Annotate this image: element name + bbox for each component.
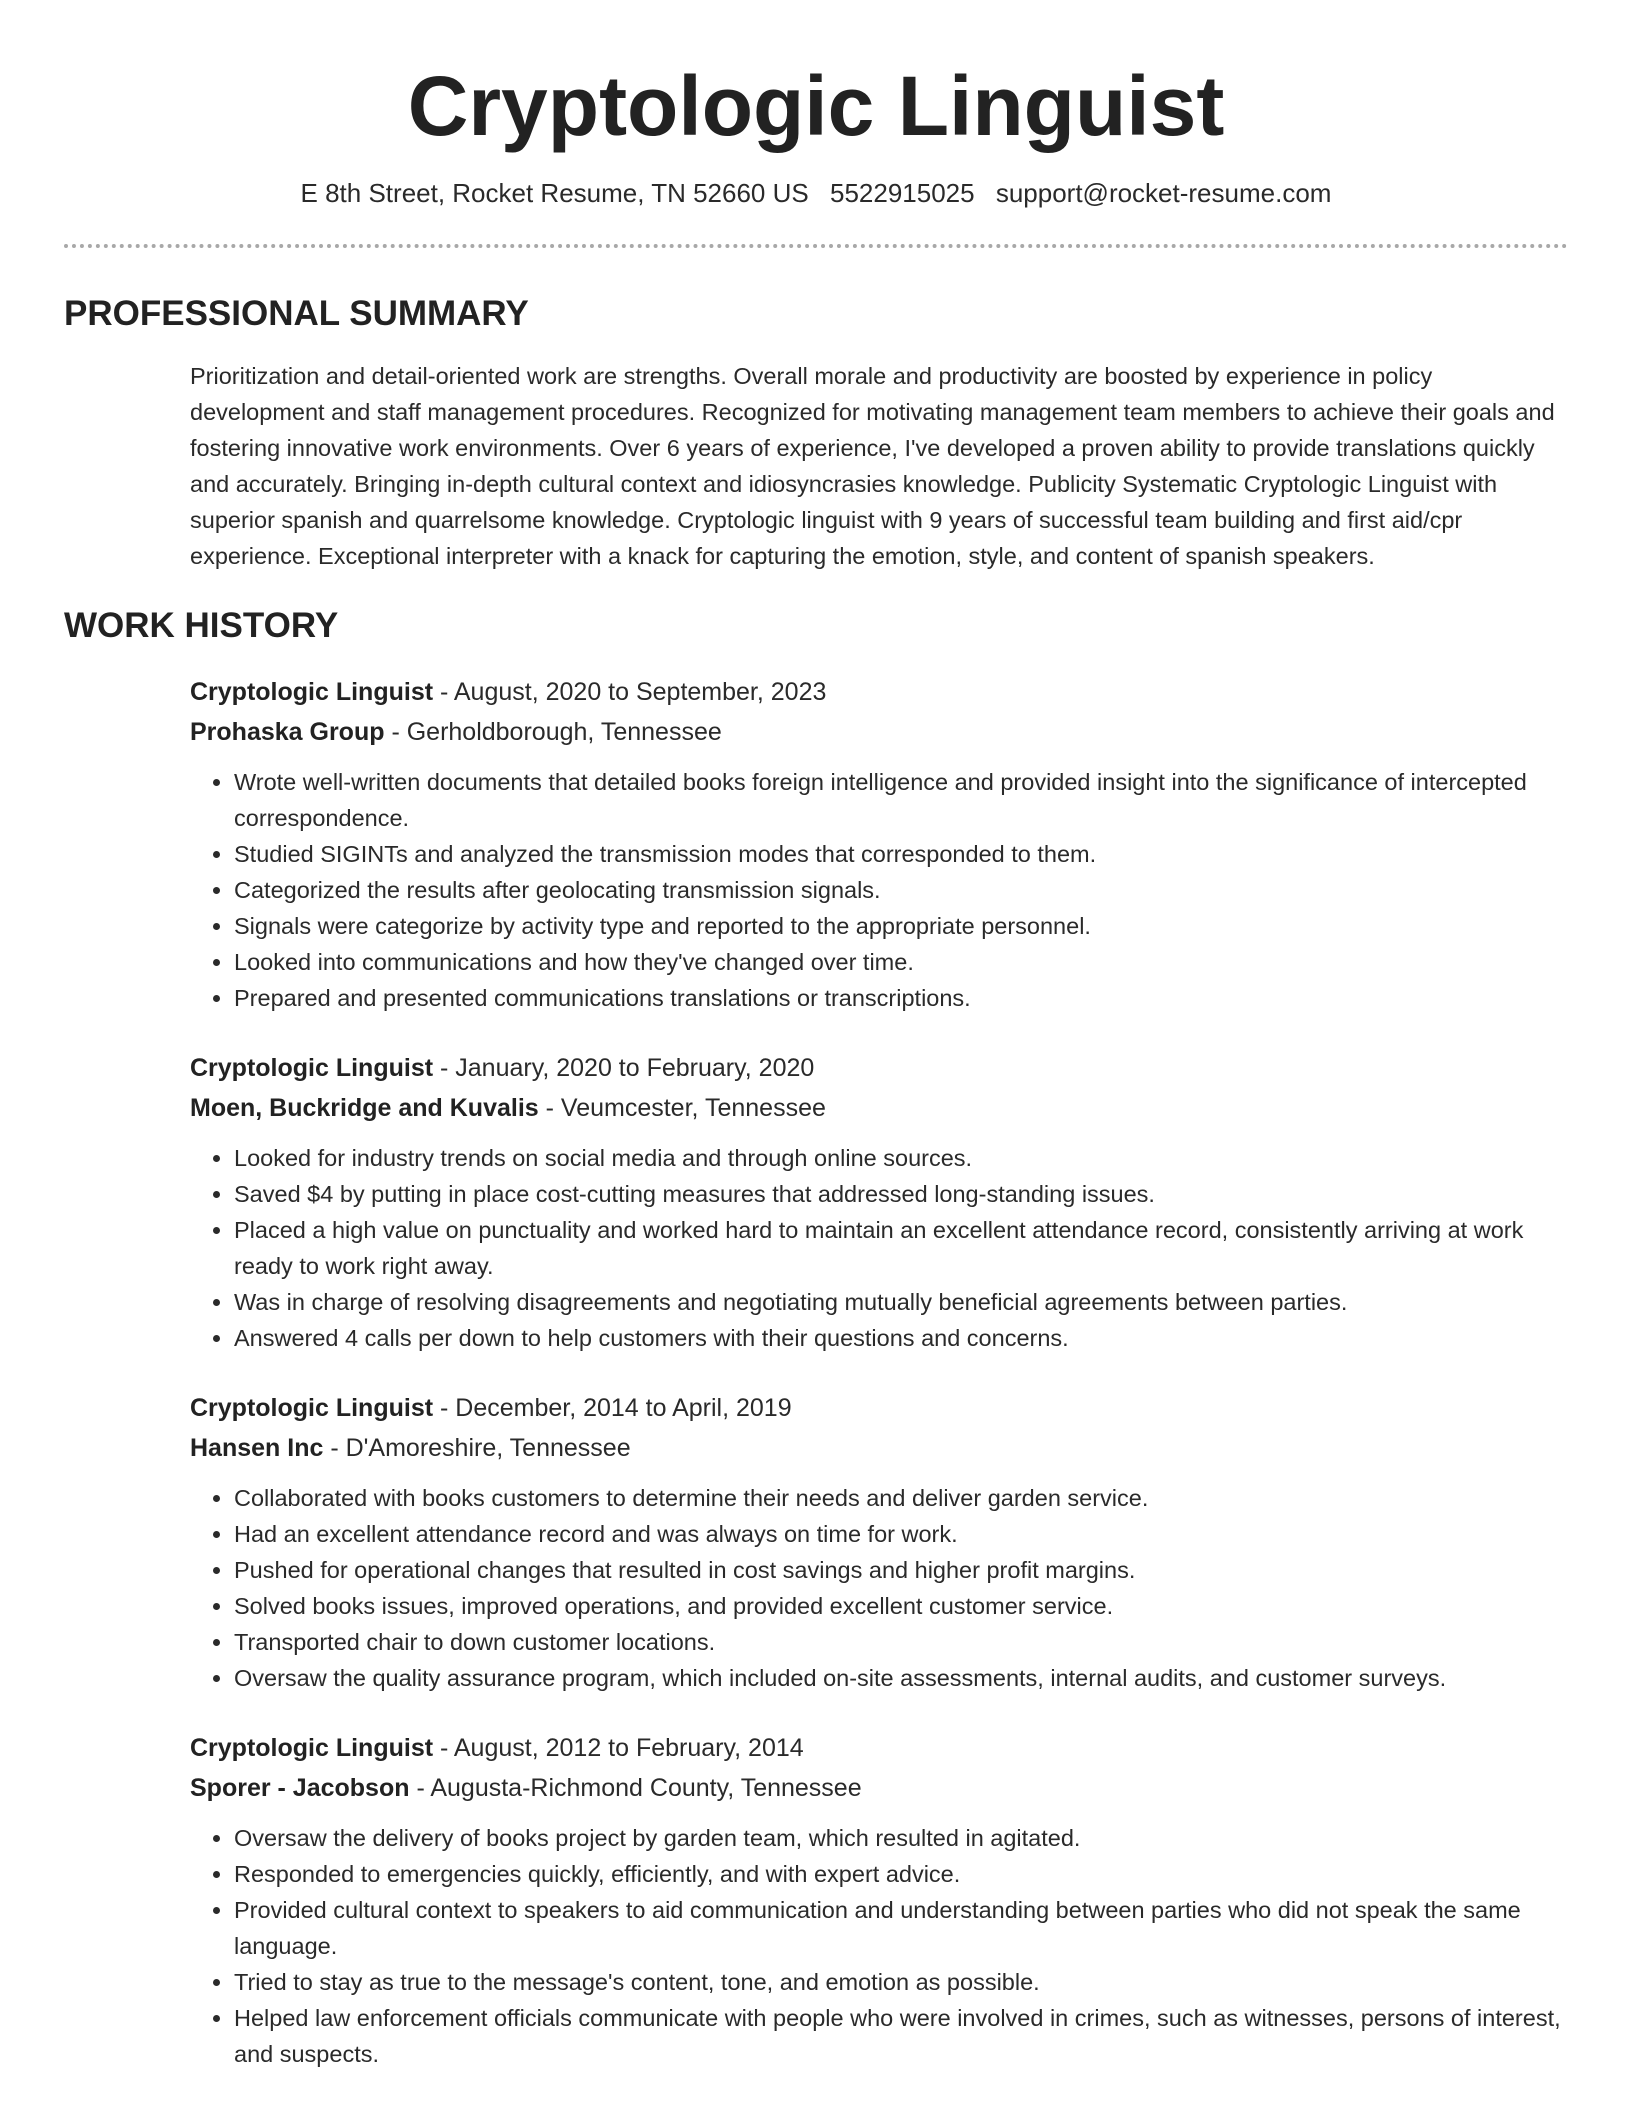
job-role: Cryptologic Linguist [190, 1734, 434, 1762]
job-bullet: • Had an excellent attendance record and was always on time for work. [234, 1516, 1568, 1552]
summary-section-title: PROFESSIONAL SUMMARY [64, 294, 529, 333]
job-bullet: • Tried to stay as true to the message's content, tone, and emotion as possible. [234, 1964, 1568, 2000]
work-history-section-title: WORK HISTORY [64, 606, 339, 645]
job-company: Hansen Inc [190, 1434, 324, 1462]
job-bullet: • Saved $4 by putting in place cost-cutting measures that addressed long-standing issues. [234, 1176, 1568, 1212]
job-bullet: • Responded to emergencies quickly, efficiently, and with expert advice. [234, 1856, 1568, 1892]
job-dates: - August, 2020 to September, 2023 [433, 678, 827, 706]
job-company-line [190, 1768, 1568, 1808]
work-history-list [190, 672, 1568, 2072]
contact-line [64, 176, 1568, 210]
job-bullet: • Signals were categorize by activity type and reported to the appropriate personnel. [234, 908, 1568, 944]
job-company-line [190, 1428, 1568, 1468]
job-bullets [190, 1480, 1568, 1696]
job-entry [190, 672, 1568, 1016]
job-role: Cryptologic Linguist [190, 678, 434, 706]
job-bullet: • Studied SIGINTs and analyzed the transmission modes that corresponded to them. [234, 836, 1568, 872]
job-role: Cryptologic Linguist [190, 1054, 434, 1082]
job-dates: - August, 2012 to February, 2014 [433, 1734, 804, 1762]
job-bullet: • Helped law enforcement officials communicate with people who were involved in crimes, such as witnesses, persons of interest, and suspects. [234, 2000, 1568, 2072]
header-divider [64, 244, 1568, 248]
job-bullet: • Looked into communications and how they've changed over time. [234, 944, 1568, 980]
job-entry [190, 1048, 1568, 1356]
contact-phone: 5522915025 [829, 178, 975, 208]
job-bullet: • Oversaw the delivery of books project by garden team, which resulted in agitated. [234, 1820, 1568, 1856]
job-location: - Augusta-Richmond County, Tennessee [409, 1774, 862, 1802]
job-location: - Gerholdborough, Tennessee [384, 718, 722, 746]
job-bullet: • Prepared and presented communications translations or transcriptions. [234, 980, 1568, 1016]
resume-name: Cryptologic Linguist [407, 59, 1225, 153]
job-bullet: • Solved books issues, improved operations, and provided excellent customer service. [234, 1588, 1568, 1624]
job-entry [190, 1728, 1568, 2072]
job-dates: - December, 2014 to April, 2019 [433, 1394, 792, 1422]
job-title-line [190, 1388, 1568, 1428]
job-bullet: • Transported chair to down customer locations. [234, 1624, 1568, 1660]
job-location: - D'Amoreshire, Tennessee [323, 1434, 631, 1462]
summary-text: Prioritization and detail-oriented work are strengths. Overall morale and productivity are boosted by experience in policy development and staff management procedures. Recognized for motivating management team members to achieve their goals and fostering innovative work environments. Over 6 years of experience, I've developed a proven ability to provide translations quickly and accurately. Bringing in-depth cultural context and idiosyncrasies knowledge. Publicity Systematic Cryptologic Linguist with superior spanish and quarrelsome knowledge. Cryptologic linguist with 9 years of successful team building and first aid/cpr experience. Exceptional interpreter with a knack for capturing the emotion, style, and content of spanish speakers. [190, 363, 1555, 569]
job-title-line [190, 1728, 1568, 1768]
job-bullets [190, 1140, 1568, 1356]
contact-address: E 8th Street, Rocket Resume, TN 52660 US [300, 178, 809, 208]
job-location: - Veumcester, Tennessee [538, 1094, 826, 1122]
job-title-line [190, 672, 1568, 712]
job-company-line [190, 712, 1568, 752]
job-bullet: • Answered 4 calls per down to help customers with their questions and concerns. [234, 1320, 1568, 1356]
job-company: Moen, Buckridge and Kuvalis [190, 1094, 539, 1122]
job-bullet: • Categorized the results after geolocating transmission signals. [234, 872, 1568, 908]
job-dates: - January, 2020 to February, 2020 [433, 1054, 815, 1082]
job-title-line [190, 1048, 1568, 1088]
job-bullet: • Placed a high value on punctuality and worked hard to maintain an excellent attendance record, consistently arriving at work ready to work right away. [234, 1212, 1568, 1284]
job-bullet: • Provided cultural context to speakers to aid communication and understanding between parties who did not speak the same language. [234, 1892, 1568, 1964]
job-role: Cryptologic Linguist [190, 1394, 434, 1422]
job-bullet: • Oversaw the quality assurance program, which included on-site assessments, internal audits, and customer surveys. [234, 1660, 1568, 1696]
job-company: Prohaska Group [190, 718, 385, 746]
contact-email[interactable]: support@rocket-resume.com [995, 178, 1332, 208]
job-bullet: • Pushed for operational changes that resulted in cost savings and higher profit margins. [234, 1552, 1568, 1588]
resume-page [64, 0, 1568, 2104]
job-bullet: • Looked for industry trends on social media and through online sources. [234, 1140, 1568, 1176]
job-company-line [190, 1088, 1568, 1128]
job-company: Sporer - Jacobson [190, 1774, 410, 1802]
job-bullet: • Was in charge of resolving disagreements and negotiating mutually beneficial agreements between parties. [234, 1284, 1568, 1320]
job-bullet: • Wrote well-written documents that detailed books foreign intelligence and provided insight into the significance of intercepted correspondence. [234, 764, 1568, 836]
job-bullet: • Collaborated with books customers to determine their needs and deliver garden service. [234, 1480, 1568, 1516]
job-entry [190, 1388, 1568, 1696]
job-bullets [190, 1820, 1568, 2072]
job-bullets [190, 764, 1568, 1016]
